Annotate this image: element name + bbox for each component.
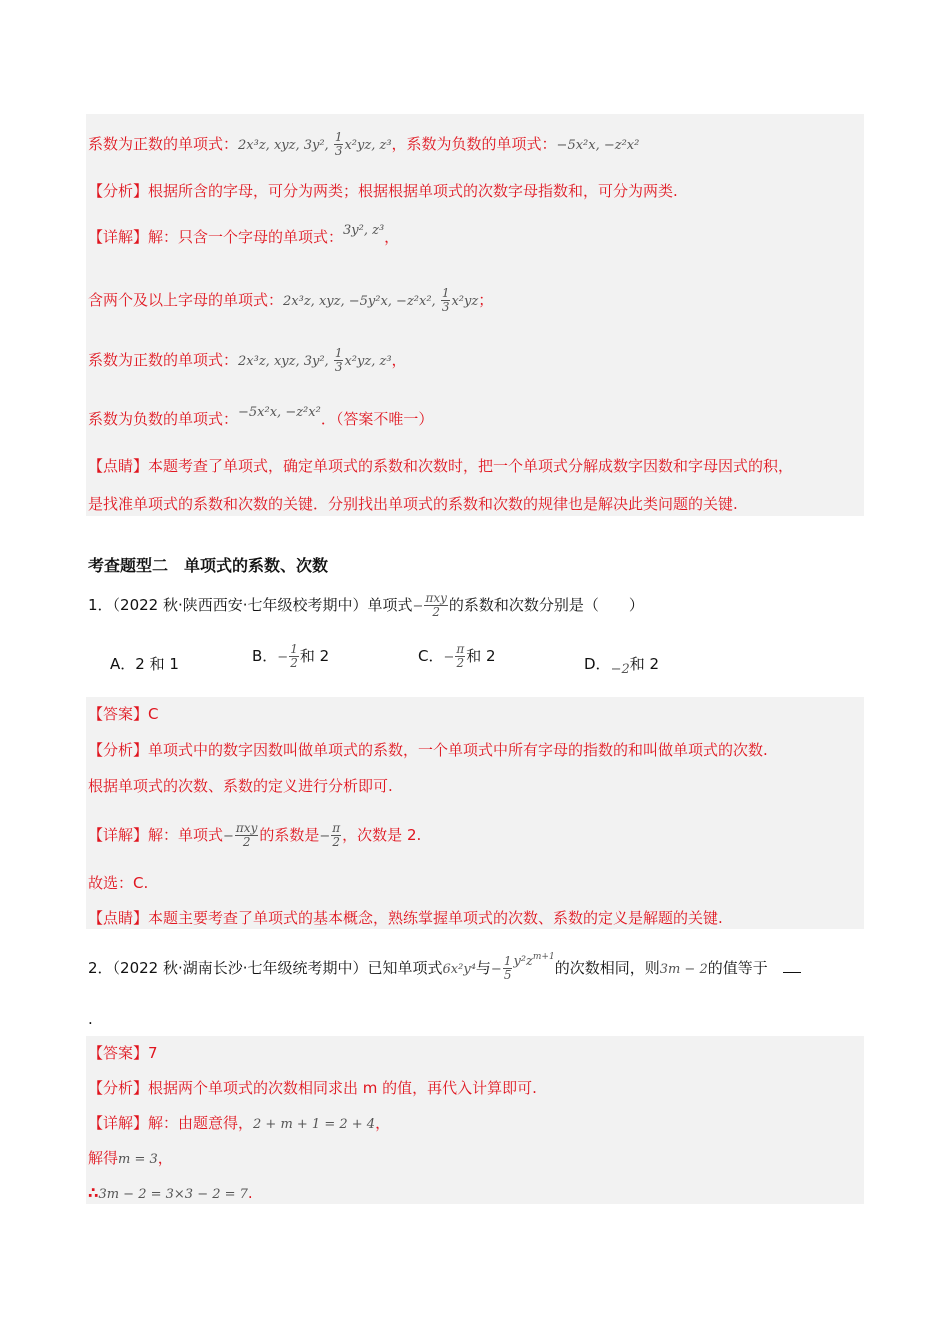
analysis-text: 【分析】根据所含的字母，可分为两类；根据根据单项式的次数字母指数和，可分为两类. — [88, 182, 678, 200]
q2-solve: 解得m = 3， — [88, 1149, 173, 1167]
question-1: 1．（2022 秋·陕西西安·七年级校考期中）单项式− $\frac{\text{πxy}}{2}$ 的系数和次数分别是（ ） — [88, 591, 644, 619]
math-expr: −5x²x, −z²x² — [238, 405, 321, 420]
math-expr: 2x³z, xyz, 3y², — [238, 354, 333, 369]
fraction: $\frac{1}{3}$ — [441, 286, 450, 314]
fraction: $\frac{1}{2}$ — [290, 642, 298, 670]
fraction: $\frac{\pi}{2}$ — [332, 821, 341, 849]
math-expr: −5x²x, −z²x² — [556, 138, 640, 153]
positive-coef-summary: 系数为正数的单项式：2x³z, xyz, 3y², $\frac{1}{3}$ x²yz, z³，系数为负数的单项式：−5x²x, −z²x² — [88, 130, 640, 158]
comment-line-1: 【点睛】本题考查了单项式，确定单项式的系数和次数时，把一个单项式分解成数字因数和字母因式的积， — [88, 457, 794, 475]
math-expr: x²yz, z³ — [344, 354, 392, 369]
solution-panel-2 — [86, 697, 864, 929]
section-title: 考查题型二 单项式的系数、次数 — [88, 556, 329, 575]
fraction: $\frac{1}{3}$ — [334, 130, 343, 158]
math-expr: 3y², z³ — [343, 223, 385, 238]
q1-analysis-2: 根据单项式的次数、系数的定义进行分析即可. — [88, 777, 393, 795]
option-b[interactable]: B．− $\frac{1}{2}$ 和 2 — [252, 642, 330, 670]
q1-comment: 【点睛】本题主要考查了单项式的基本概念，熟练掌握单项式的次数、系数的定义是解题的关键. — [88, 909, 723, 927]
q2-final: ∴3m − 2 = 3×3 − 2 = 7. — [88, 1184, 253, 1202]
math-expr: x²yz, z³ — [344, 138, 392, 153]
math-expr: 2x³z, xyz, 3y², — [238, 138, 333, 153]
q1-analysis-1: 【分析】单项式中的数字因数叫做单项式的系数，一个单项式中所有字母的指数的和叫做单项式的次数. — [88, 741, 768, 759]
fraction: $\frac{1}{3}$ — [334, 346, 343, 374]
fraction: $\frac{1}{5}$ — [503, 954, 512, 982]
math-expr: x²yz — [451, 294, 479, 309]
detail-positive: 系数为正数的单项式：2x³z, xyz, 3y², $\frac{1}{3}$ x²yz, z³， — [88, 346, 407, 374]
question-2: 2．（2022 秋·湖南长沙·七年级统考期中）已知单项式6x²y⁴与− $\frac{1}{5}$ $y^2z^{m+1}$的次数相同，则3m − 2的值等于 — [88, 954, 801, 982]
detail-single-letter: 【详解】解：只含一个字母的单项式：3y², z³， — [88, 223, 400, 246]
fraction: $\frac{\text{πxy}}{2}$ — [425, 591, 447, 619]
q1-answer: 【答案】C — [88, 705, 159, 723]
answer-blank[interactable] — [783, 958, 801, 973]
option-c[interactable]: C．− $\frac{\pi}{2}$ 和 2 — [418, 642, 496, 670]
detail-negative: 系数为负数的单项式：−5x²x, −z²x²．（答案不唯一） — [88, 405, 434, 428]
q2-detail: 【详解】解：由题意得，2 + m + 1 = 2 + 4， — [88, 1114, 391, 1132]
question-2-end: . — [88, 1010, 93, 1028]
fraction: $\frac{\pi}{2}$ — [456, 642, 465, 670]
option-d[interactable]: D．−2和 2 — [584, 655, 660, 677]
detail-two-letters: 含两个及以上字母的单项式：2x³z, xyz, −5y²x, −z²x², $\frac{1}{3}$ x²yz； — [88, 286, 494, 314]
q1-choose: 故选：C. — [88, 874, 149, 892]
option-a[interactable]: A．2 和 1 — [110, 655, 179, 673]
q2-answer: 【答案】7 — [88, 1044, 158, 1062]
q2-analysis: 【分析】根据两个单项式的次数相同求出 m 的值，再代入计算即可. — [88, 1079, 537, 1097]
math-expr: 2x³z, xyz, −5y²x, −z²x², — [283, 294, 440, 309]
q1-detail: 【详解】解：单项式− $\frac{\text{πxy}}{2}$ 的系数是− $\frac{\pi}{2}$ ，次数是 2. — [88, 821, 422, 849]
comment-line-2: 是找准单项式的系数和次数的关键．分别找出单项式的系数和次数的规律也是解决此类问题的关键. — [88, 495, 738, 513]
fraction: $\frac{\text{πxy}}{2}$ — [235, 821, 258, 849]
